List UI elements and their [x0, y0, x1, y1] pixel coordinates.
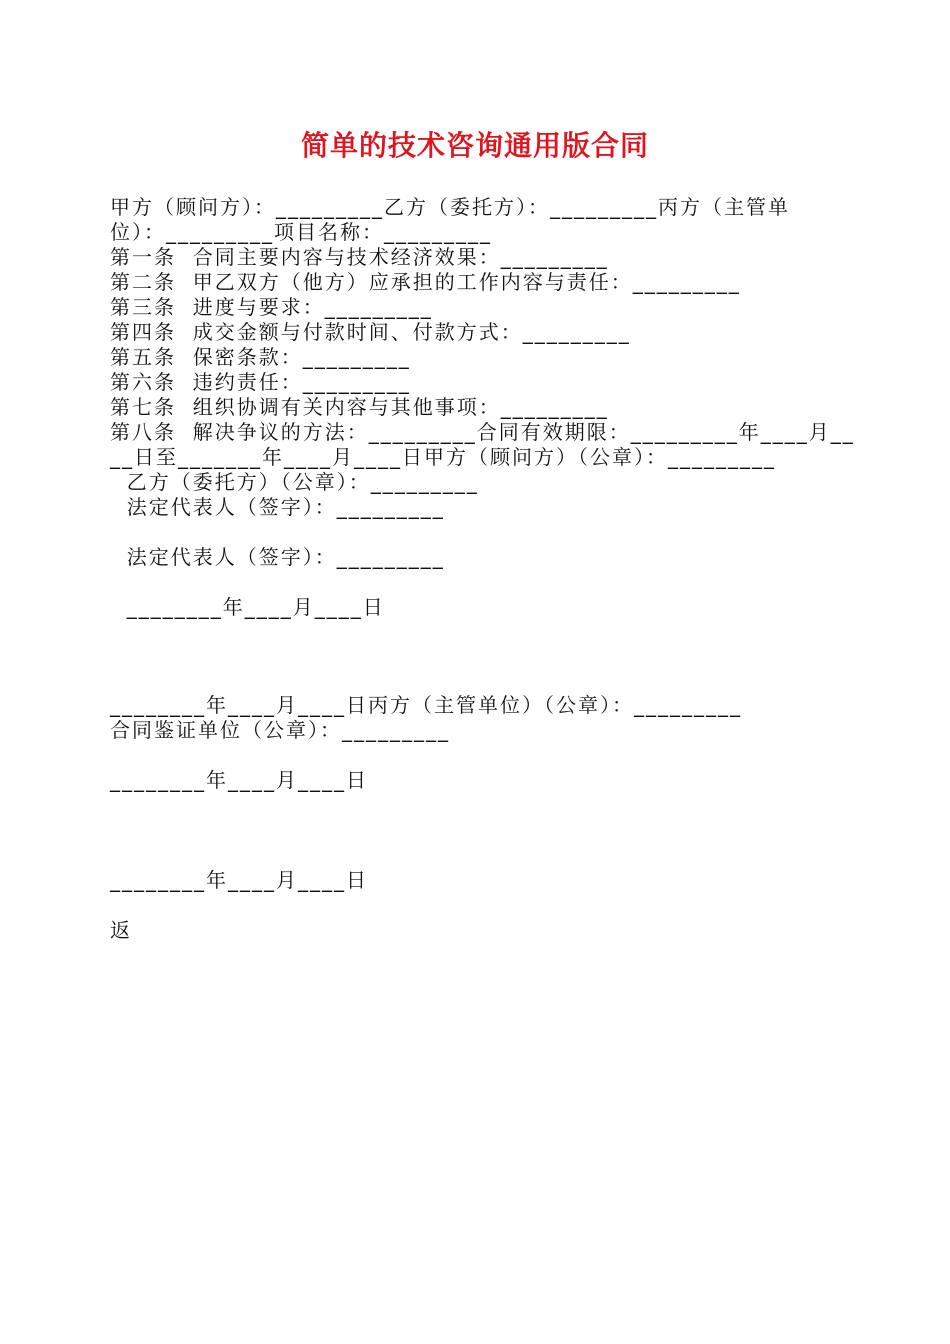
- project-name-line: 位）：_________项目名称：_________: [110, 220, 492, 244]
- date-line-2: ________年____月____日: [110, 768, 368, 792]
- article-6-line: 第六条 违约责任：_________: [110, 370, 411, 394]
- document-title: 简单的技术咨询通用版合同: [300, 129, 649, 162]
- legal-rep-line-1: 法定代表人（签字）：_________: [110, 495, 445, 519]
- article-3-line: 第三条 进度与要求：_________: [110, 295, 433, 319]
- party-c-seal-line: ________年____月____日丙方（主管单位）（公章）：_________: [110, 693, 742, 717]
- validity-line: __日至_______年____月____日甲方（顾问方）（公章）：_________: [110, 445, 776, 469]
- party-b-seal-line: 乙方（委托方）（公章）：_________: [110, 470, 479, 494]
- article-4-line: 第四条 成交金额与付款时间、付款方式：_________: [110, 320, 631, 344]
- article-1-line: 第一条 合同主要内容与技术经济效果：_________: [110, 245, 609, 269]
- article-2-line: 第二条 甲乙双方（他方）应承担的工作内容与责任：_________: [110, 270, 741, 294]
- date-line-3: ________年____月____日: [110, 868, 368, 892]
- legal-rep-line-2: 法定代表人（签字）：_________: [110, 545, 445, 569]
- return-text: 返: [110, 918, 132, 942]
- party-a-line: 甲方（顾问方）：_________乙方（委托方）：_________丙方（主管单: [110, 195, 790, 219]
- article-8-line: 第八条 解决争议的方法：_________合同有效期限：_________年____月__: [110, 420, 855, 444]
- date-line-1: ________年____月____日: [110, 595, 385, 619]
- article-7-line: 第七条 组织协调有关内容与其他事项：_________: [110, 395, 609, 419]
- verification-unit-line: 合同鉴证单位（公章）：_________: [110, 718, 450, 742]
- article-5-line: 第五条 保密条款：_________: [110, 345, 411, 369]
